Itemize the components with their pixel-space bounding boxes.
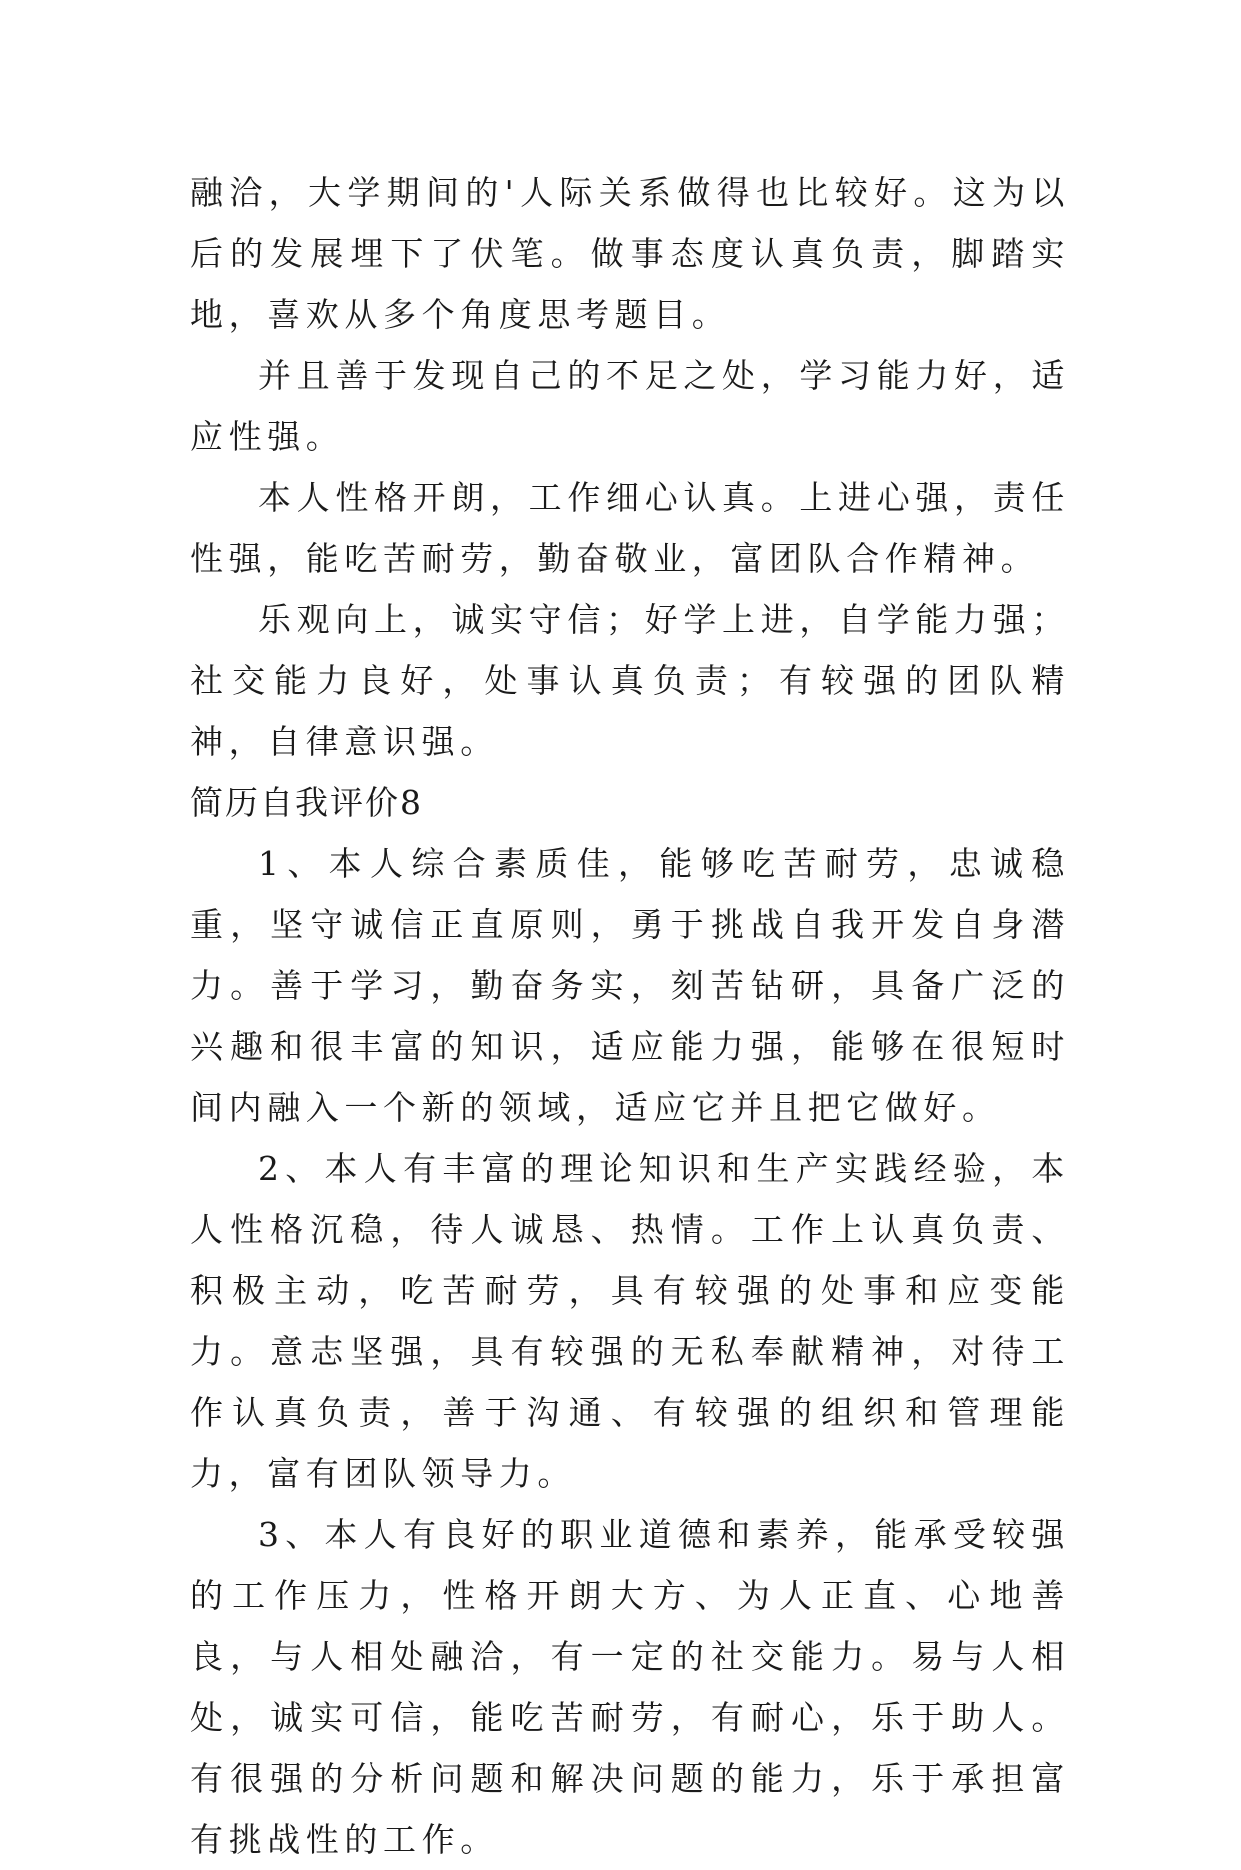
- paragraph-learning: 并且善于发现自己的不足之处，学习能力好，适应性强。: [190, 356, 1070, 456]
- paragraph-continuation: 融洽，大学期间的'人际关系做得也比较好。这为以后的发展埋下了伏笔。做事态度认真负责，脚踏实地，喜欢从多个角度思考题目。: [190, 173, 1070, 334]
- list-item-3: 3、本人有良好的职业道德和素养，能承受较强的工作压力，性格开朗大方、为人正直、心地善良，与人相处融洽，有一定的社交能力。易与人相处，诚实可信，能吃苦耐劳，有耐心，乐于助人。有很强的分析问题和解决问题的能力，乐于承担富有挑战性的工作。: [190, 1515, 1070, 1859]
- list-item-2: 2、本人有丰富的理论知识和生产实践经验，本人性格沉稳，待人诚恳、热情。工作上认真负责、积极主动，吃苦耐劳，具有较强的处事和应变能力。意志坚强，具有较强的无私奉献精神，对待工作认真负责，善于沟通、有较强的组织和管理能力，富有团队领导力。: [190, 1149, 1070, 1493]
- paragraph-personality: 本人性格开朗，工作细心认真。上进心强，责任性强，能吃苦耐劳，勤奋敬业，富团队合作精神。: [190, 478, 1070, 578]
- document-page: [190, 162, 1070, 1870]
- section-heading: 简历自我评价8: [190, 783, 423, 822]
- list-item-1: 1、本人综合素质佳，能够吃苦耐劳，忠诚稳重，坚守诚信正直原则，勇于挑战自我开发自身潜力。善于学习，勤奋务实，刻苦钻研，具备广泛的兴趣和很丰富的知识，适应能力强，能够在很短时间内融入一个新的领域，适应它并且把它做好。: [190, 844, 1070, 1127]
- paragraph-optimism: 乐观向上，诚实守信；好学上进，自学能力强；社交能力良好，处事认真负责；有较强的团队精神，自律意识强。: [190, 600, 1070, 761]
